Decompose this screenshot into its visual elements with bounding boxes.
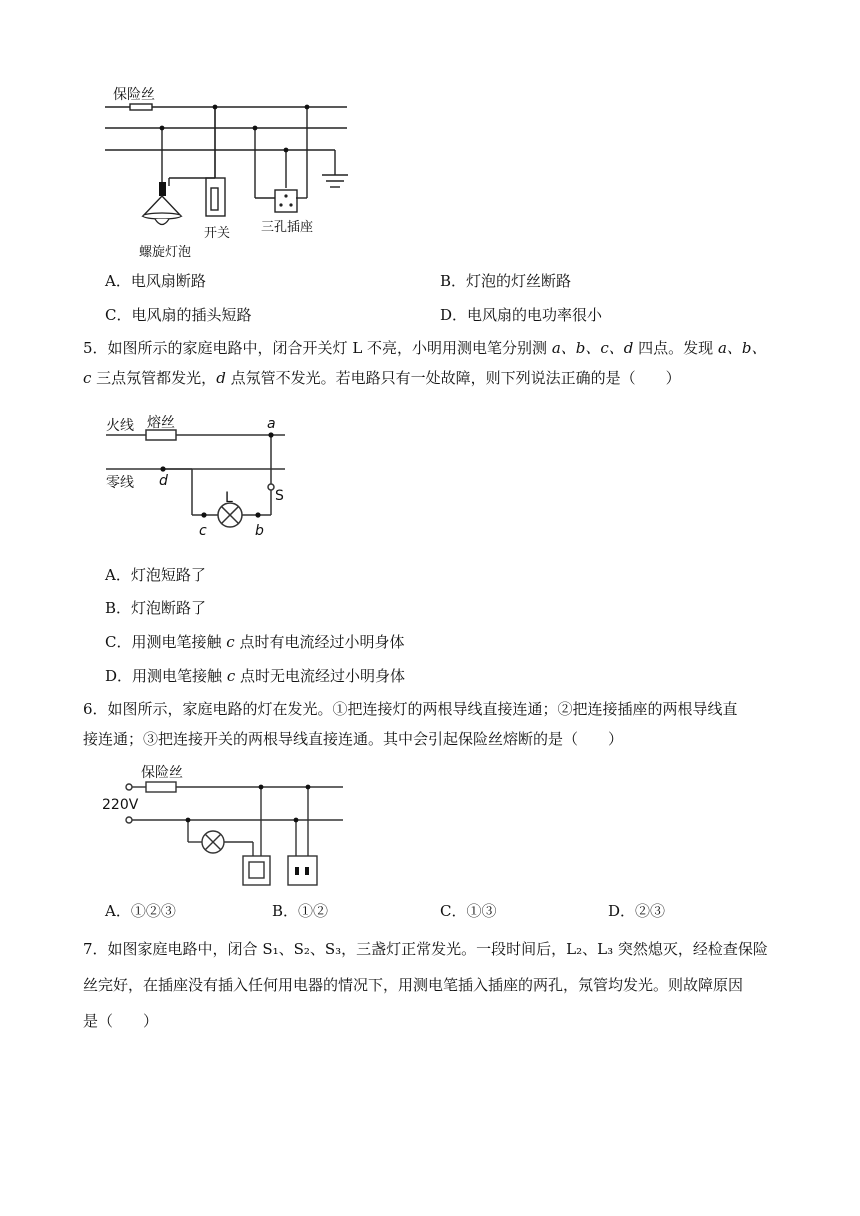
switch-label: S: [275, 488, 284, 504]
figure-q6-circuit: [98, 760, 348, 890]
q6-stem: 6．如图所示，家庭电路的灯在发光。①把连接灯的两根导线直接连通；②把连接插座的两根导线直 接连通；③把连接开关的两根导线直接连通。其中会引起保险丝熔断的是（ ）: [83, 700, 738, 748]
q6-option-c[interactable]: C．①③: [440, 902, 497, 920]
bulb-label: 螺旋灯泡: [139, 245, 192, 260]
q5-option-c[interactable]: C．用测电笔接触 c 点时有电流经过小明身体: [105, 633, 405, 651]
point-c-label: c: [199, 523, 207, 539]
q4-option-c[interactable]: C．电风扇的插头短路: [105, 306, 252, 324]
figure-q4-circuit: [95, 80, 365, 265]
fuse-label: 保险丝: [141, 765, 183, 781]
q6-number: 6．: [83, 700, 108, 718]
live-wire-label: 火线: [106, 418, 134, 434]
q4-option-a[interactable]: A．电风扇断路: [105, 272, 206, 290]
q5-number: 5．: [83, 339, 108, 357]
q5-option-a[interactable]: A．灯泡短路了: [105, 566, 206, 584]
q6-option-a[interactable]: A．①②③: [105, 902, 176, 920]
q4-option-d[interactable]: D．电风扇的电功率很小: [440, 306, 603, 324]
q4-option-b[interactable]: B．灯泡的灯丝断路: [440, 272, 572, 290]
q5-option-d[interactable]: D．用测电笔接触 c 点时无电流经过小明身体: [105, 667, 405, 685]
q5-option-b[interactable]: B．灯泡断路了: [105, 599, 207, 617]
q7-number: 7．: [83, 940, 108, 958]
neutral-wire-label: 零线: [106, 475, 134, 491]
lamp-label: L: [225, 490, 233, 506]
socket-label: 三孔插座: [261, 220, 314, 235]
q5-stem: 5．如图所示的家庭电路中，闭合开关灯 L 不亮，小明用测电笔分别测 a、b、c、d 四点。发现 a、b、 c 三点氖管都发光，d 点氖管不发光。若电路只有一处故障，则下列说法正确的是（ ）: [83, 339, 767, 387]
point-d-label: d: [159, 473, 168, 489]
voltage-label: 220V: [102, 797, 139, 813]
point-a-label: a: [267, 416, 276, 432]
q7-stem: 7．如图家庭电路中，闭合 S₁、S₂、S₃，三盏灯正常发光。一段时间后，L₂、L₃ 突然熄灭，经检查保险 丝完好，在插座没有插入任何用电器的情况下，用测电笔插入插座的两孔，氖管均发光。则故障原因 是（ ）: [83, 940, 768, 1030]
point-b-label: b: [255, 523, 264, 539]
fuse-label: 熔丝: [147, 415, 175, 431]
switch-label: 开关: [204, 226, 231, 241]
figure-q5-circuit: [100, 408, 300, 543]
q6-option-b[interactable]: B．①②: [272, 902, 329, 920]
fuse-label: 保险丝: [113, 87, 155, 103]
q6-option-d[interactable]: D．②③: [608, 902, 666, 920]
